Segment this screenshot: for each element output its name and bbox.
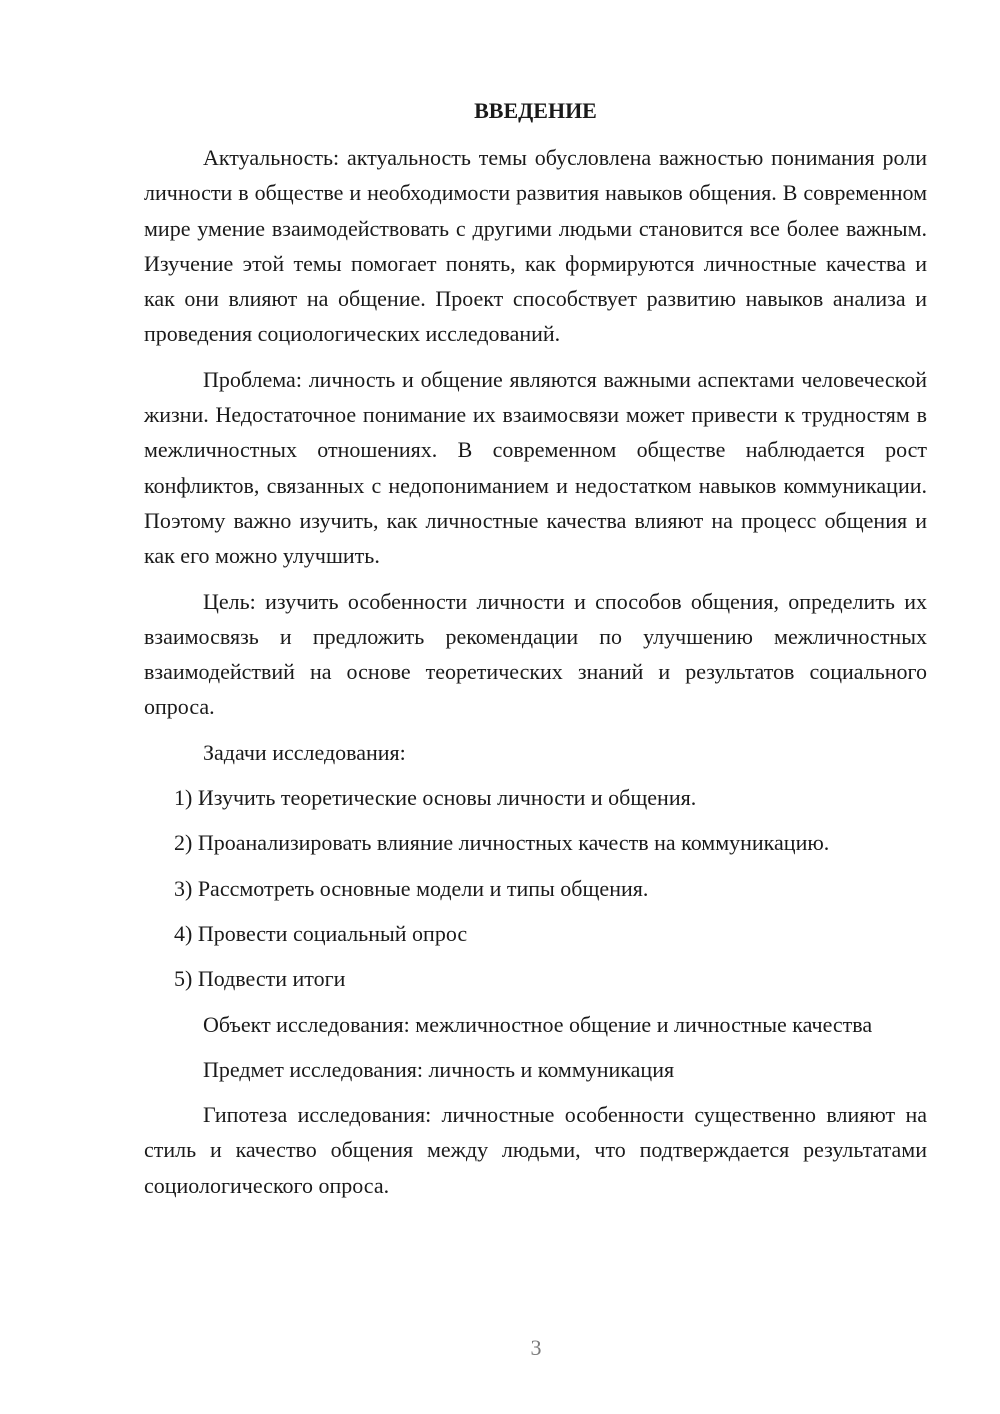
- hypothesis-paragraph: Гипотеза исследования: личностные особенности существенно влияют на стиль и качество общения между людьми, что подтверждается результатами социологического опроса.: [144, 1102, 927, 1198]
- subject-paragraph: Предмет исследования: личность и коммуникация: [203, 1056, 675, 1082]
- tasks-title: Задачи исследования:: [203, 739, 406, 765]
- object-paragraph: Объект исследования: межличностное общение и личностные качества: [203, 1011, 873, 1037]
- relevance-paragraph: Актуальность: актуальность темы обусловлена важностью понимания роли личности в обществе и необходимости развития навыков общения. В современном мире умение взаимодействовать с другими людьми становится все более важным. Изучение этой темы помогает понять, как формируются личностные качества и как они влияют на общение. Проект способствует развитию навыков анализа и проведения социологических исследований.: [144, 145, 927, 347]
- page-content: [144, 96, 927, 1213]
- problem-paragraph: Проблема: личность и общение являются важными аспектами человеческой жизни. Недостаточное понимание их взаимосвязи может привести к трудностям в межличностных отношениях. В современном обществе наблюдается рост конфликтов, связанных с недопониманием и недостатком навыков коммуникации. Поэтому важно изучить, как личностные качества влияют на процесс общения и как его можно улучшить.: [144, 366, 927, 569]
- task-item: 4) Провести социальный опрос: [174, 920, 468, 946]
- task-item: 5) Подвести итоги: [174, 966, 346, 992]
- goal-paragraph: Цель: изучить особенности личности и способов общения, определить их взаимосвязь и предложить рекомендации по улучшению межличностных взаимодействий на основе теоретических знаний и результатов социального опроса.: [144, 588, 927, 720]
- section-heading: ВВЕДЕНИЕ: [474, 98, 597, 123]
- page-number: 3: [530, 1335, 542, 1360]
- task-list: [144, 780, 927, 996]
- task-item: 2) Проанализировать влияние личностных качеств на коммуникацию.: [174, 830, 830, 856]
- task-item: 3) Рассмотреть основные модели и типы общения.: [174, 875, 649, 901]
- task-item: 1) Изучить теоретические основы личности и общения.: [174, 785, 697, 811]
